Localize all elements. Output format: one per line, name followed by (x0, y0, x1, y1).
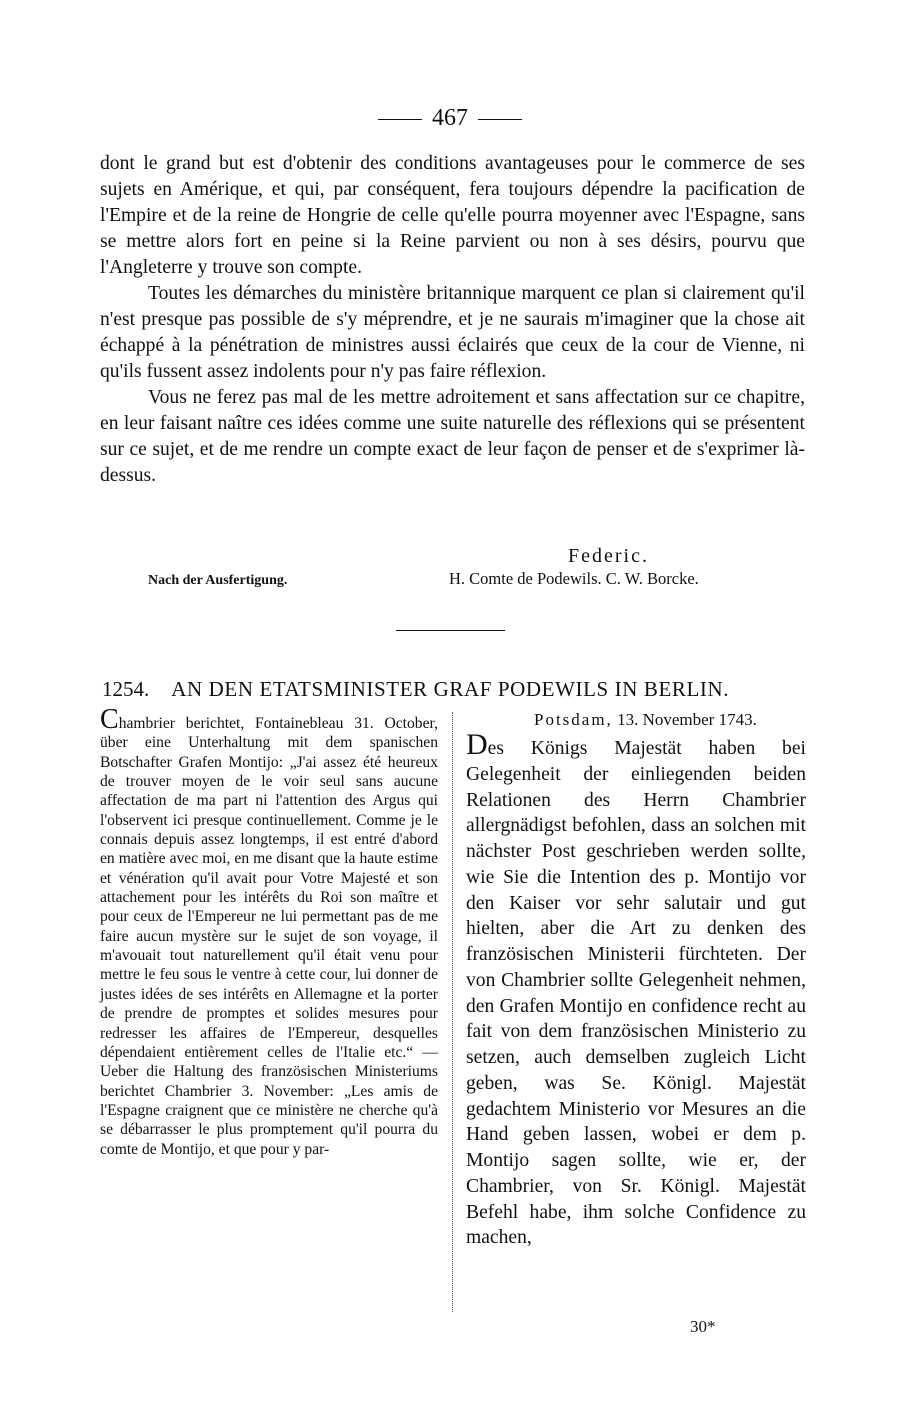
page-number: 467 (432, 105, 468, 131)
document-title: AN DEN ETATSMINISTER GRAF PODEWILS IN BERLIN. (171, 677, 730, 701)
signature-mark: 30* (690, 1317, 716, 1336)
body-dropcap: D (466, 728, 488, 761)
column-separator (452, 712, 453, 1312)
letter-paragraph: Vous ne ferez pas mal de les mettre adroitement et sans affectation sur ce chapitre, en leur faisant naître ces idées comme une suite naturelle des réflexions qui se présentent sur ce sujet, et de me rendre un compte exact de leur façon de penser et de s'exprimer là-dessus. (100, 387, 805, 486)
summary-body: hambrier berichtet, Fontainebleau 31. October, über eine Unterhaltung mit dem spanischen Botschafter Grafen Montijo: „J'ai assez été heureux de trouver moyen de le voir seul sans aucune affectation de ma part ni l'attention des Argus qui l'observent ici presque continuellement. Comme je le connais depuis assez longtemps, il est entré d'abord en matière avec moi, en me disant que la haute estime et vénération qu'il avait pour Votre Majesté et son attachement pour les intérêts du Roi son maître et pour ceux de l'Empereur ne lui permettant pas de me faire aucun mystère sur le sujet de son voyage, il m'avouait tout naturellement qu'il était venu pour mettre le feu sous le ventre à cette cour, lui donner de justes idées de ses intérêts en Allemagne et la porter de prendre de promptes et solides mesures pour redresser les affaires de l'Empereur, desquelles dépendaient entièrement celles de l'Italie etc.“ — Ueber die Haltung des französischen Ministeriums berichtet Chambrier 3. November: „Les amis de l'Espagne craignent que ce ministère ne cherche qu'à se débarrasser le plus promptement qu'il pourra du comte de Montijo, et que pour y par- (100, 715, 438, 1158)
dateline (534, 708, 757, 732)
summary-column (100, 704, 438, 1159)
dateline-place: Potsdam, (534, 710, 613, 729)
letter-body-text (466, 728, 806, 1251)
source-note: Nach der Ausfertigung. (148, 573, 288, 588)
page-header (0, 104, 900, 132)
letter-body-column (466, 728, 806, 1251)
dateline-date: 13. November 1743. (612, 710, 757, 729)
letter-body: es Königs Majestät haben bei Gelegenheit der einliegenden beiden Relationen des Herrn Chambrier allergnädigst befohlen, dass an solchen mit nächster Post geschrieben werden sollte, wie Sie die Intention des p. Montijo vor den Kaiser vor sehr salutair und gut hielten, aber die Art zu denken des französischen Ministerii fürchteten. Der von Chambrier sollte Gelegenheit nehmen, den Grafen Montijo en confidence recht au fait von dem französischen Ministerio zu setzen, auch demselben zugleich Licht geben, was Se. Königl. Majestät gedachtem Ministerio vor Mesures an die Hand geben lassen, wobei er dem p. Montijo sagen sollte, wie er, der Chambrier, von Sr. Königl. Majestät Befehl habe, ihm solche Confidence zu machen, (466, 738, 806, 1249)
letter-paragraph: dont le grand but est d'obtenir des conditions avantageuses pour le commerce de ses sujets en Amérique, et qui, par conséquent, fera toujours dépendre la pacification de l'Empire et de la reine de Hongrie de celle qu'elle pourra moyenner avec l'Espagne, sans se mettre alors fort en peine si la Reine parvient ou non à ses désirs, pourvu que l'Angleterre y trouve son compte. (100, 153, 805, 278)
summary-text (100, 704, 438, 1159)
document-number: 1254. (102, 677, 150, 701)
document-heading (102, 676, 808, 702)
summary-dropcap: C (100, 704, 119, 735)
header-dash-right (478, 119, 522, 120)
letter-paragraph: Toutes les démarches du ministère britannique marquent ce plan si clairement qu'il n'est presque pas possible de s'y méprendre, et je ne saurais m'imaginer que la chose ait échappé à la pénétration de ministres aussi éclairés que ceux de la cour de Vienne, ni qu'ils fussent assez indolents pour n'y pas faire réflexion. (100, 283, 805, 382)
countersigners: H. Comte de Podewils. C. W. Borcke. (449, 569, 699, 588)
header-dash-left (378, 119, 422, 120)
letter-signature: Federic. (568, 545, 649, 567)
section-divider (396, 630, 505, 631)
letter-continuation (100, 151, 805, 489)
